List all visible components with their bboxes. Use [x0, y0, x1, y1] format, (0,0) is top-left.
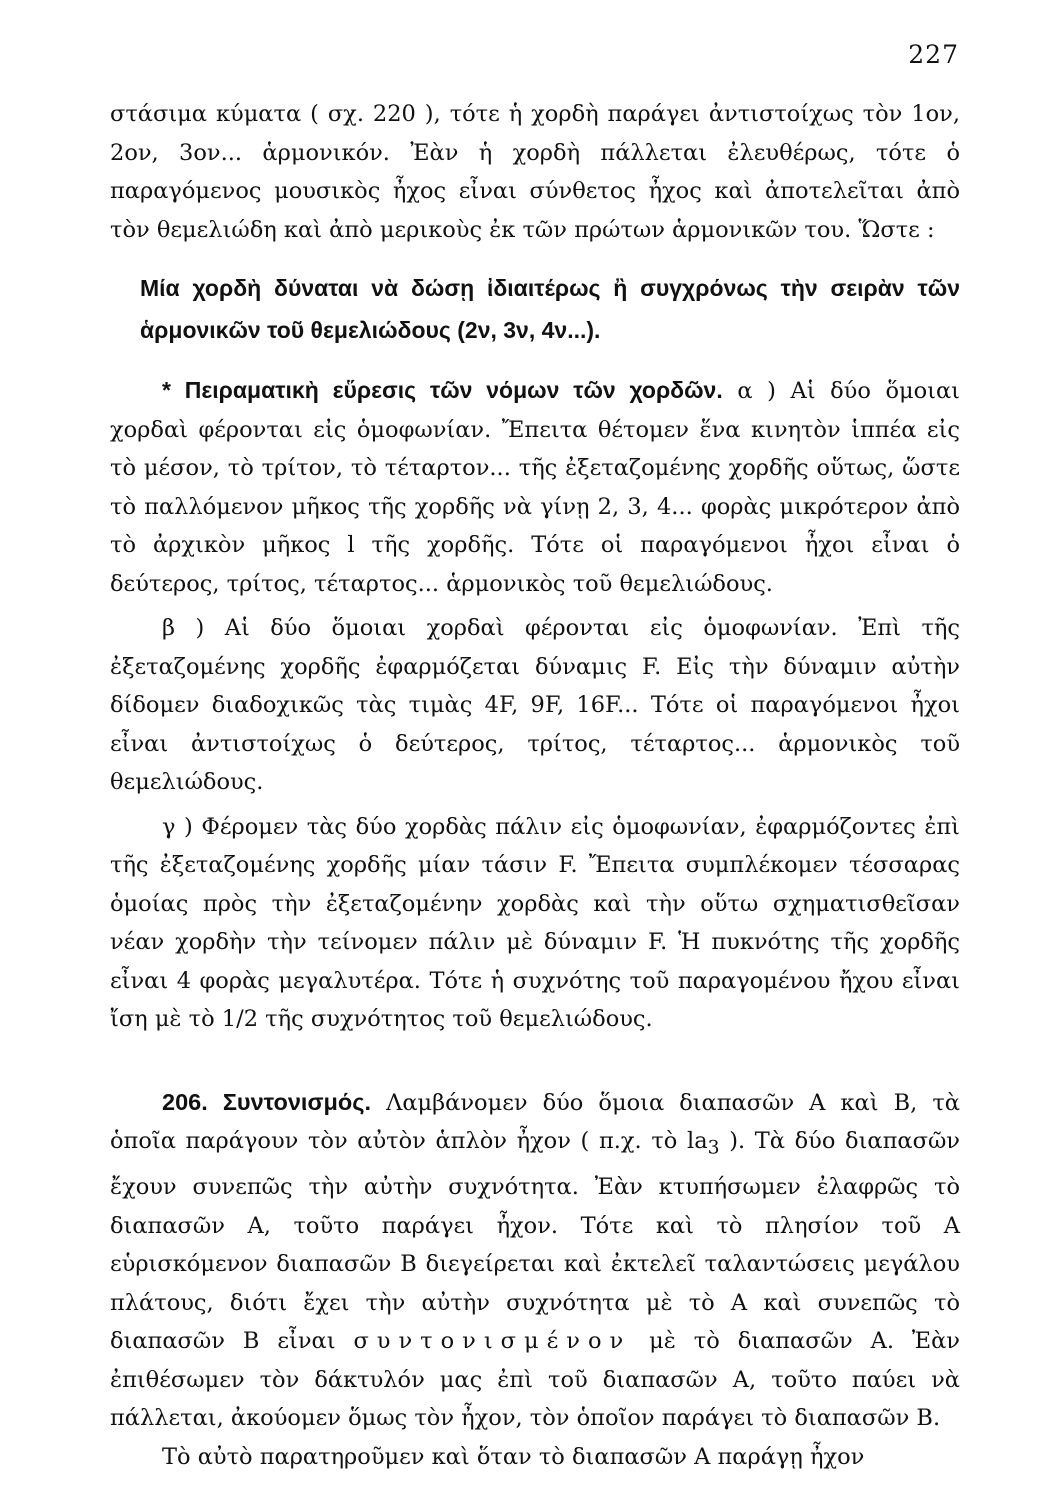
continuation-paragraph: Τὸ αὐτὸ παρατηροῦμεν καὶ ὅταν τὸ διαπασῶν Α παράγῃ ἦχον	[162, 1443, 865, 1470]
harmonics-statement: Μία χορδὴ δύναται νὰ δώσῃ ἰδιαιτέρως ἢ συγχρόνως τὴν σειρὰν τῶν ἁρμονικῶν τοῦ θεμελιώδους (2ν, 3ν, 4ν...).	[140, 275, 960, 343]
experiment-alpha-paragraph	[110, 371, 960, 603]
experiment-gamma-paragraph: γ ) Φέρομεν τὰς δύο χορδὰς πάλιν εἰς ὁμοφωνίαν, ἐφαρμόζοντες ἐπὶ τῆς ἐξεταζομένης χορδῆς μίαν τάσιν F. Ἔπειτα συμπλέκομεν τέσσαρας ὁμοίας πρὸς τὴν ἐξεταζομένην χορδὰς καὶ τὴν οὕτω σχηματισθεῖσαν νέαν χορδὴν τὴν τείνομεν πάλιν μὲ δύναμιν F. Ἡ πυκνότης τῆς χορδῆς εἶναι 4 φορὰς μεγαλυτέρα. Τότε ἡ συχνότης τοῦ παραγομένου ἤχου εἶναι ἴση μὲ τὸ 1/2 τῆς συχνότητος τοῦ θεμελιώδους.	[110, 813, 960, 1032]
page-number: 227	[908, 40, 959, 69]
page-body	[110, 95, 960, 1476]
section-206-text-c: μὲ τὸ διαπασῶν Α. Ἐὰν ἐπιθέσωμεν τὸν δάκτυλόν μας ἐπὶ τοῦ διαπασῶν Α, τοῦτο παύει νὰ πάλλεται, ἀκούομεν ὅμως τὸν ἦχον, τὸν ὁποῖον παράγει τὸ διαπασῶν Β.	[110, 1328, 960, 1431]
experiment-beta-paragraph: β ) Αἱ δύο ὅμοιαι χορδαὶ φέρονται εἰς ὁμοφωνίαν. Ἐπὶ τῆς ἐξεταζομένης χορδῆς ἐφαρμόζεται δύναμις F. Εἰς τὴν δύναμιν αὐτὴν δίδομεν διαδοχικῶς τὰς τιμὰς 4F, 9F, 16F... Τότε οἱ παραγόμενοι ἦχοι εἶναι ἀντιστοίχως ὁ δεύτερος, τρίτος, τέταρτος... ἁρμονικὸς τοῦ θεμελιώδους.	[110, 615, 960, 795]
section-206-text-b: ). Τὰ δύο διαπασῶν ἔχουν συνεπῶς τὴν αὐτὴν συχνότητα. Ἐὰν κτυπήσωμεν ἐλαφρῶς τὸ διαπασῶν Α, τοῦτο παράγει ἦχον. Τότε καὶ τὸ πλησίον τοῦ Α εὑρισκόμενον διαπασῶν Β διεγείρεται καὶ ἐκτελεῖ ταλαντώσεις μεγάλου πλάτους, διότι ἔχει τὴν αὐτὴν συχνότητα μὲ τὸ Α καὶ συνεπῶς τὸ διαπασῶν Β εἶναι	[110, 1128, 960, 1354]
note-subscript: 3	[707, 1137, 720, 1159]
section-title: Συντονισμός.	[222, 1088, 372, 1115]
experiment-heading: * Πειραματικὴ εὕρεσις τῶν νόμων τῶν χορδῶν.	[162, 377, 723, 403]
experiment-alpha-text: α ) Αἱ δύο ὅμοιαι χορδαὶ φέρονται εἰς ὁμοφωνίαν. Ἔπειτα θέτομεν ἕνα κινητὸν ἱππέα εἰς τὸ μέσον, τὸ τρίτον, τὸ τέταρτον... τῆς ἐξεταζομένης χορδῆς οὕτως, ὥστε τὸ παλλόμενον μῆκος τῆς χορδῆς νὰ γίνῃ 2, 3, 4... φορὰς μικρότερον ἀπὸ τὸ ἀρχικὸν μῆκος l τῆς χορδῆς. Τότε οἱ παραγόμενοι ἦχοι εἶναι ὁ δεύτερος, τρίτος, τέταρτος... ἁρμονικὸς τοῦ θεμελιώδους.	[110, 378, 960, 597]
spaced-term: συντονισμένον	[353, 1328, 632, 1354]
section-206-text-a: Λαμβάνομεν δύο ὅμοια διαπασῶν Α καὶ Β, τὰ ὁποῖα παράγουν τὸν αὐτὸν ἁπλὸν ἦχον ( π.χ. τὸ la	[110, 1089, 960, 1154]
intro-paragraph: στάσιμα κύματα ( σχ. 220 ), τότε ἡ χορδὴ παράγει ἀντιστοίχως τὸν 1ον, 2ον, 3ον... ἁρμονικόν. Ἐὰν ἡ χορδὴ πάλλεται ἐλευθέρως, τότε ὁ παραγόμενος μουσικὸς ἦχος εἶναι σύνθετος ἦχος καὶ ἀποτελεῖται ἀπὸ τὸν θεμελιώδη καὶ ἀπὸ μερικοὺς ἐκ τῶν πρώτων ἁρμονικῶν του. Ὥστε :	[110, 101, 960, 243]
section-number: 206.	[162, 1088, 208, 1115]
section-206-paragraph	[110, 1083, 960, 1438]
